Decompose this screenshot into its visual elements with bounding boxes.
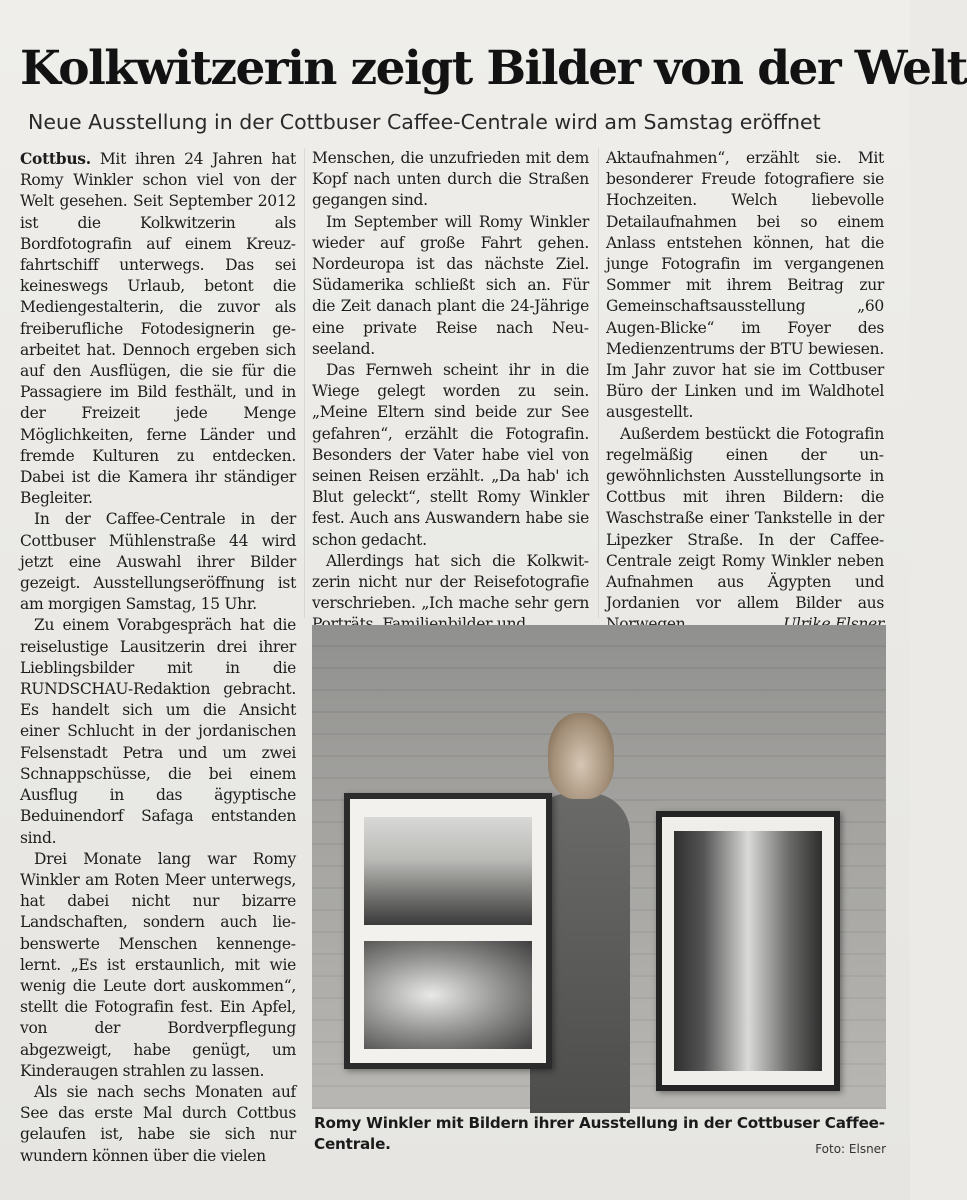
desert-scene-image	[364, 817, 532, 925]
bedouin-group-image	[364, 941, 532, 1049]
column-divider	[598, 148, 599, 618]
paragraph: Zu einem Vorabgespräch hat die reiselustige Lausitzerin drei ihrer Lieblingsbilder mit in die RUNDSCHAU-Redaktion gebracht. Es handelt sich um die Ansicht einer Schlucht in der jordanischen Felsenstadt Petra und um zwei Schnappschüsse, die bei einem Ausflug in das ägyptische Beduinendorf Safaga entstanden sind.	[20, 616, 296, 847]
article-column-1	[20, 148, 296, 1165]
paragraph-text: Außerdem bestückt die Fotografin regelmäßig einen der ungewöhnlichsten Ausstellungsorte in Cottbus mit ihren Bildern: die Waschstraße einer Tankstelle in der Lipezker Straße. In der Caffee-Centrale zeigt Romy Winkler neben Aufnahmen aus Ägypten und Jordanien vor allem Bilder aus	[606, 424, 884, 613]
photo-caption: Romy Winkler mit Bildern ihrer Ausstellung in der Cottbuser Caffee-Centrale.	[314, 1114, 885, 1153]
canyon-image	[674, 831, 822, 1071]
framed-picture-right	[656, 811, 840, 1091]
paragraph	[20, 148, 296, 509]
subheadline: Neue Ausstellung in der Cottbuser Caffee-Centrale wird am Samstag eröffnet	[28, 110, 821, 134]
picture-mat	[662, 817, 834, 1085]
article-photo	[312, 625, 886, 1109]
paragraph: Aktaufnahmen“, erzählt sie. Mit besonderer Freude fotografiere sie Hochzeiten. Welch liebevolle Detailaufnahmen bei so einem Anlass entstehen können, hat die junge Fotografin im vergangenen Sommer mit ihrem Beitrag zur Gemeinschaftsausstellung „60 Augen-Blicke“ im Foyer des Medienzentrums der BTU bewiesen. Im Jahr zuvor hat sie im Cottbuser Büro der Linken und im Waldhotel ausgestellt.	[606, 149, 884, 422]
column-divider	[304, 148, 305, 618]
paragraph-text: Mit ihren 24 Jahren hat Romy Winkler schon viel von der Welt gesehen. Seit September 2012 ist die Kolkwitzerin als Bordfotografin auf einem Kreuzfahrtschiff unterwegs. Das sei keineswegs Urlaub, betont die Mediengestalterin, die zuvor als freiberufliche Fotodesignerin gearbeitet hat. Dennoch ergeben sich auf den Ausflügen, die sie für die Passagiere im Bild festhält, und in der Freizeit jede Menge Möglichkeiten, ferne Länder und fremde Kulturen zu entdecken. Dabei ist die Kamera ihr ständiger Begleiter.	[20, 150, 296, 508]
dateline: Cottbus.	[20, 149, 91, 168]
paragraph	[606, 424, 884, 636]
paragraph: In der Caffee-Centrale in der Cottbuser Mühlenstraße 44 wird jetzt eine Auswahl ihrer Bilder gezeigt. Ausstellungseröffnung ist am morgigen Samstag, 15 Uhr.	[20, 510, 296, 614]
article-column-2	[312, 148, 589, 618]
paragraph: Menschen, die unzufrieden mit dem Kopf nach unten durch die Straßen gegangen sind.	[312, 149, 589, 210]
headline: Kolkwitzerin zeigt Bilder von der Welt	[20, 41, 967, 96]
paragraph: Allerdings hat sich die Kolkwitzerin nicht nur der Reisefotografie verschrieben. „Ich mache sehr gern	[312, 551, 589, 613]
photo-credit: Foto: Elsner	[815, 1142, 886, 1156]
picture-mat	[350, 799, 546, 1063]
framed-picture-left	[344, 793, 552, 1069]
paragraph: Drei Monate lang war Romy Winkler am Roten Meer unterwegs, hat dabei nicht nur bizarre Landschaften, sondern auch liebenswerte Menschen kennengelernt. „Es ist erstaunlich, mit wie wenig die Leute dort auskommen“, stellt die Fotografin fest. Ein Apfel, von der Bordverpflegung abgezweigt, habe genügt, um Kinderaugen strahlen zu lassen.	[20, 849, 296, 1080]
paragraph: Als sie nach sechs Monaten auf See das erste Mal durch Cottbus gelaufen ist, habe sie sich nur wundern können über die vielen	[20, 1082, 296, 1165]
paragraph: Im September will Romy Winkler wieder auf große Fahrt gehen. Nordeuropa ist das nächste Ziel. Südamerika schließt sich an. Für die Zeit danach plant die 24-Jährige eine private Reise nach Neuseeland.	[312, 212, 589, 358]
article-column-3	[606, 148, 884, 618]
paragraph: Das Fernweh scheint ihr in die Wiege gelegt worden zu sein. „Meine Eltern sind beide zur See gefahren“, erzählt die Fotografin. Besonders der Vater habe viel von seinen Reisen erzählt. „Da hab' ich Blut geleckt“, stellt Romy Winkler fest. Auch ans Auswandern habe sie schon gedacht.	[312, 361, 589, 549]
subject-head	[548, 713, 614, 799]
